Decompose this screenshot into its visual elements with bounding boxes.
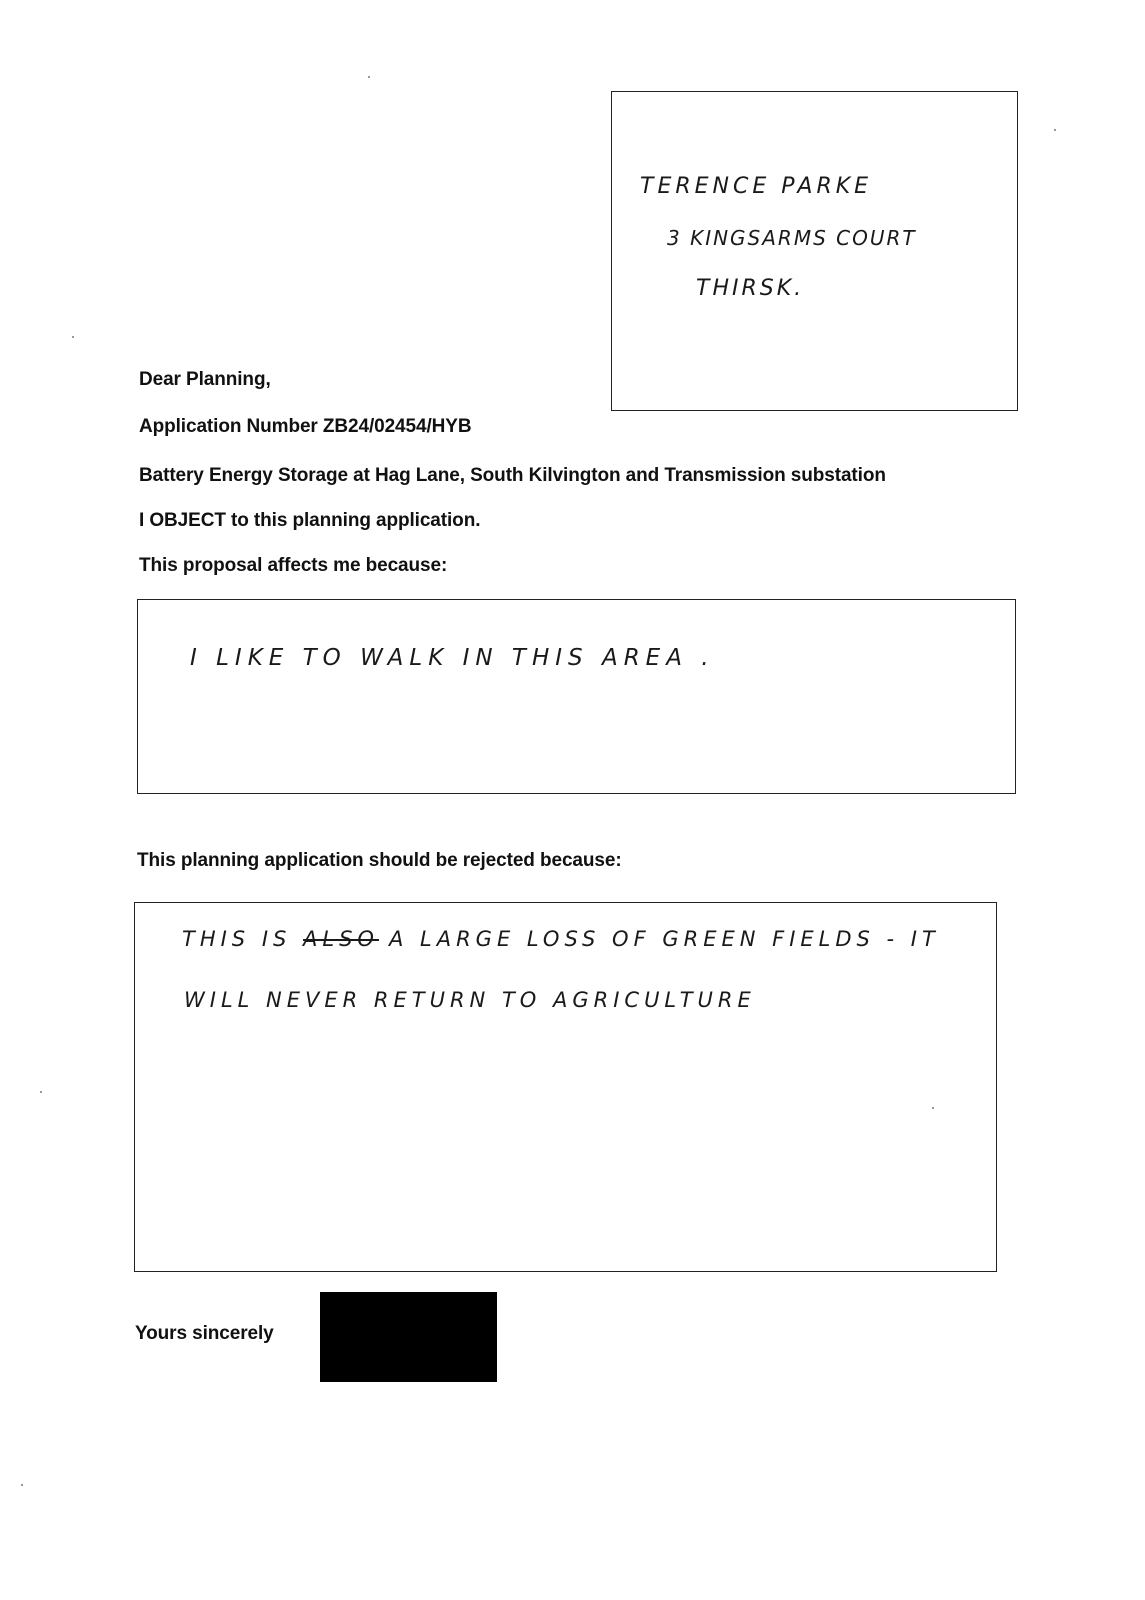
- scan-speck: [72, 336, 74, 338]
- application-number: Application Number ZB24/02454/HYB: [139, 416, 472, 437]
- salutation: Dear Planning,: [139, 369, 271, 390]
- sender-address-line1: 3 KINGSARMS COURT: [667, 226, 917, 250]
- objection-statement: I OBJECT to this planning application.: [139, 510, 481, 531]
- scan-speck: [932, 1107, 934, 1109]
- affects-heading: This proposal affects me because:: [139, 555, 448, 576]
- rejected-answer-line1: [182, 927, 940, 951]
- rejected-line1-start: THIS IS: [182, 927, 292, 951]
- address-box: [611, 91, 1018, 411]
- scan-speck: [1054, 129, 1056, 131]
- scan-speck: [368, 76, 370, 78]
- affects-answer-box: [137, 599, 1016, 794]
- rejected-answer-line2: WILL NEVER RETURN TO AGRICULTURE: [184, 988, 756, 1012]
- affects-answer: I LIKE TO WALK IN THIS AREA .: [190, 645, 715, 671]
- sender-address-line2: THIRSK.: [696, 276, 805, 301]
- rejected-heading: This planning application should be rejected because:: [137, 850, 622, 871]
- rejected-line1-end: A LARGE LOSS OF GREEN FIELDS - IT: [388, 927, 940, 951]
- redacted-signature: [320, 1292, 497, 1382]
- scan-speck: [40, 1091, 42, 1093]
- scan-speck: [21, 1484, 23, 1486]
- sender-name: TERENCE PARKE: [640, 174, 873, 199]
- application-subject: Battery Energy Storage at Hag Lane, South Kilvington and Transmission substation: [139, 465, 886, 486]
- closing: Yours sincerely: [135, 1323, 274, 1344]
- struck-out-word: ALSO: [303, 927, 379, 951]
- rejected-answer-box: [134, 902, 997, 1272]
